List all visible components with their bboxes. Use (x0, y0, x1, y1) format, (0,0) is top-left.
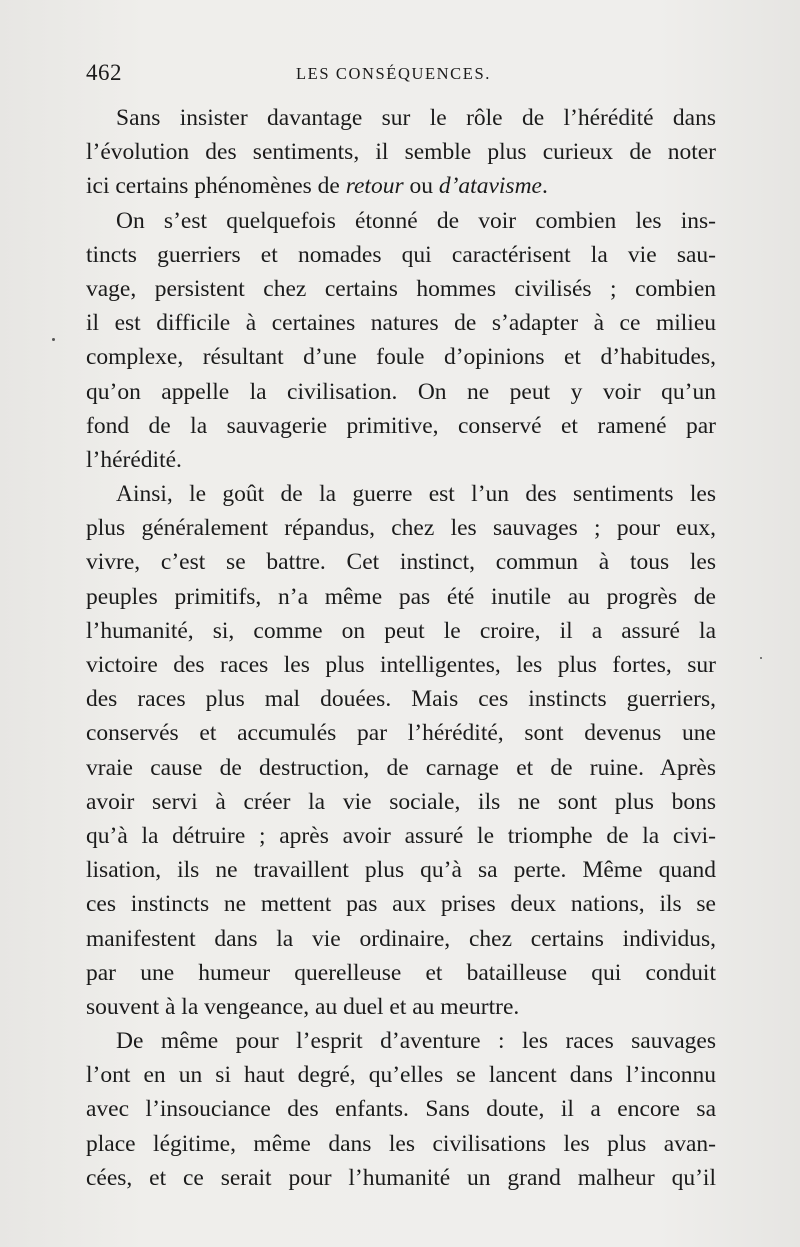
italic-term-retour: retour (345, 173, 404, 200)
paper-speck (52, 338, 55, 341)
text-line: ces instincts ne mettent pas aux prises deux nations, ils se (86, 891, 716, 918)
text-line: qu’on appelle la civilisation. On ne peut y voir qu’un (86, 378, 716, 405)
text-line: des races plus mal douées. Mais ces instincts guerriers, (86, 686, 716, 713)
text-fragment: ou (403, 173, 439, 200)
paper-speck (760, 657, 762, 659)
text-line: vivre, c’est se battre. Cet instinct, commun à tous les (86, 549, 716, 576)
italic-term-atavisme: d’atavisme (438, 173, 542, 200)
text-line: tincts guerriers et nomades qui caractérisent la vie sau- (86, 241, 716, 268)
text-line: souvent à la vengeance, au duel et au meurtre. (86, 993, 520, 1020)
text-line: plus généralement répandus, chez les sauvages ; pour eux, (86, 515, 716, 542)
text-line: peuples primitifs, n’a même pas été inutile au progrès de (86, 583, 716, 610)
text-line: fond de la sauvagerie primitive, conservé et ramené par (86, 412, 716, 439)
text-line: avoir servi à créer la vie sociale, ils ne sont plus bons (86, 788, 716, 815)
text-line: De même pour l’esprit d’aventure : les races sauvages (116, 1028, 716, 1055)
text-fragment: . (541, 173, 548, 200)
text-line: conservés et accumulés par l’hérédité, sont devenus une (86, 720, 716, 747)
text-line: avec l’insouciance des enfants. Sans doute, il a encore sa (86, 1096, 716, 1123)
text-line: manifestent dans la vie ordinaire, chez certains individus, (86, 925, 716, 952)
text-line: place légitime, même dans les civilisations les plus avan- (86, 1130, 716, 1157)
text-line: l’humanité, si, comme on peut le croire, il a assuré la (86, 617, 716, 644)
text-line: cées, et ce serait pour l’humanité un grand malheur qu’il (86, 1164, 716, 1191)
text-line: par une humeur querelleuse et batailleuse qui conduit (86, 959, 716, 986)
page-number: 462 (86, 60, 122, 85)
text-line (86, 169, 716, 203)
body-text (86, 101, 716, 1195)
text-line: vage, persistent chez certains hommes civilisés ; combien (86, 275, 716, 302)
text-line: Sans insister davantage sur le rôle de l’hérédité dans (116, 105, 716, 131)
running-title: LES CONSÉQUENCES. (296, 64, 491, 83)
text-line: il est difficile à certaines natures de s’adapter à ce milieu (86, 310, 716, 337)
running-head (86, 60, 720, 90)
text-line: l’hérédité. (86, 446, 182, 473)
text-line: l’évolution des sentiments, il semble plus curieux de noter (86, 139, 716, 166)
text-line: vraie cause de destruction, de carnage et de ruine. Après (86, 754, 716, 781)
text-line: qu’à la détruire ; après avoir assuré le triomphe de la civi- (86, 822, 716, 849)
text-line: victoire des races les plus intelligentes, les plus fortes, sur (86, 652, 716, 678)
text-line: complexe, résultant d’une foule d’opinions et d’habitudes, (86, 344, 716, 371)
text-line: On s’est quelquefois étonné de voir combien les ins- (116, 207, 716, 234)
text-line: lisation, ils ne travaillent plus qu’à sa perte. Même quand (86, 857, 716, 884)
text-line: Ainsi, le goût de la guerre est l’un des sentiments les (116, 481, 716, 508)
text-fragment: ici certains phénomènes de (86, 173, 346, 200)
text-line: l’ont en un si haut degré, qu’elles se lancent dans l’inconnu (86, 1062, 716, 1089)
